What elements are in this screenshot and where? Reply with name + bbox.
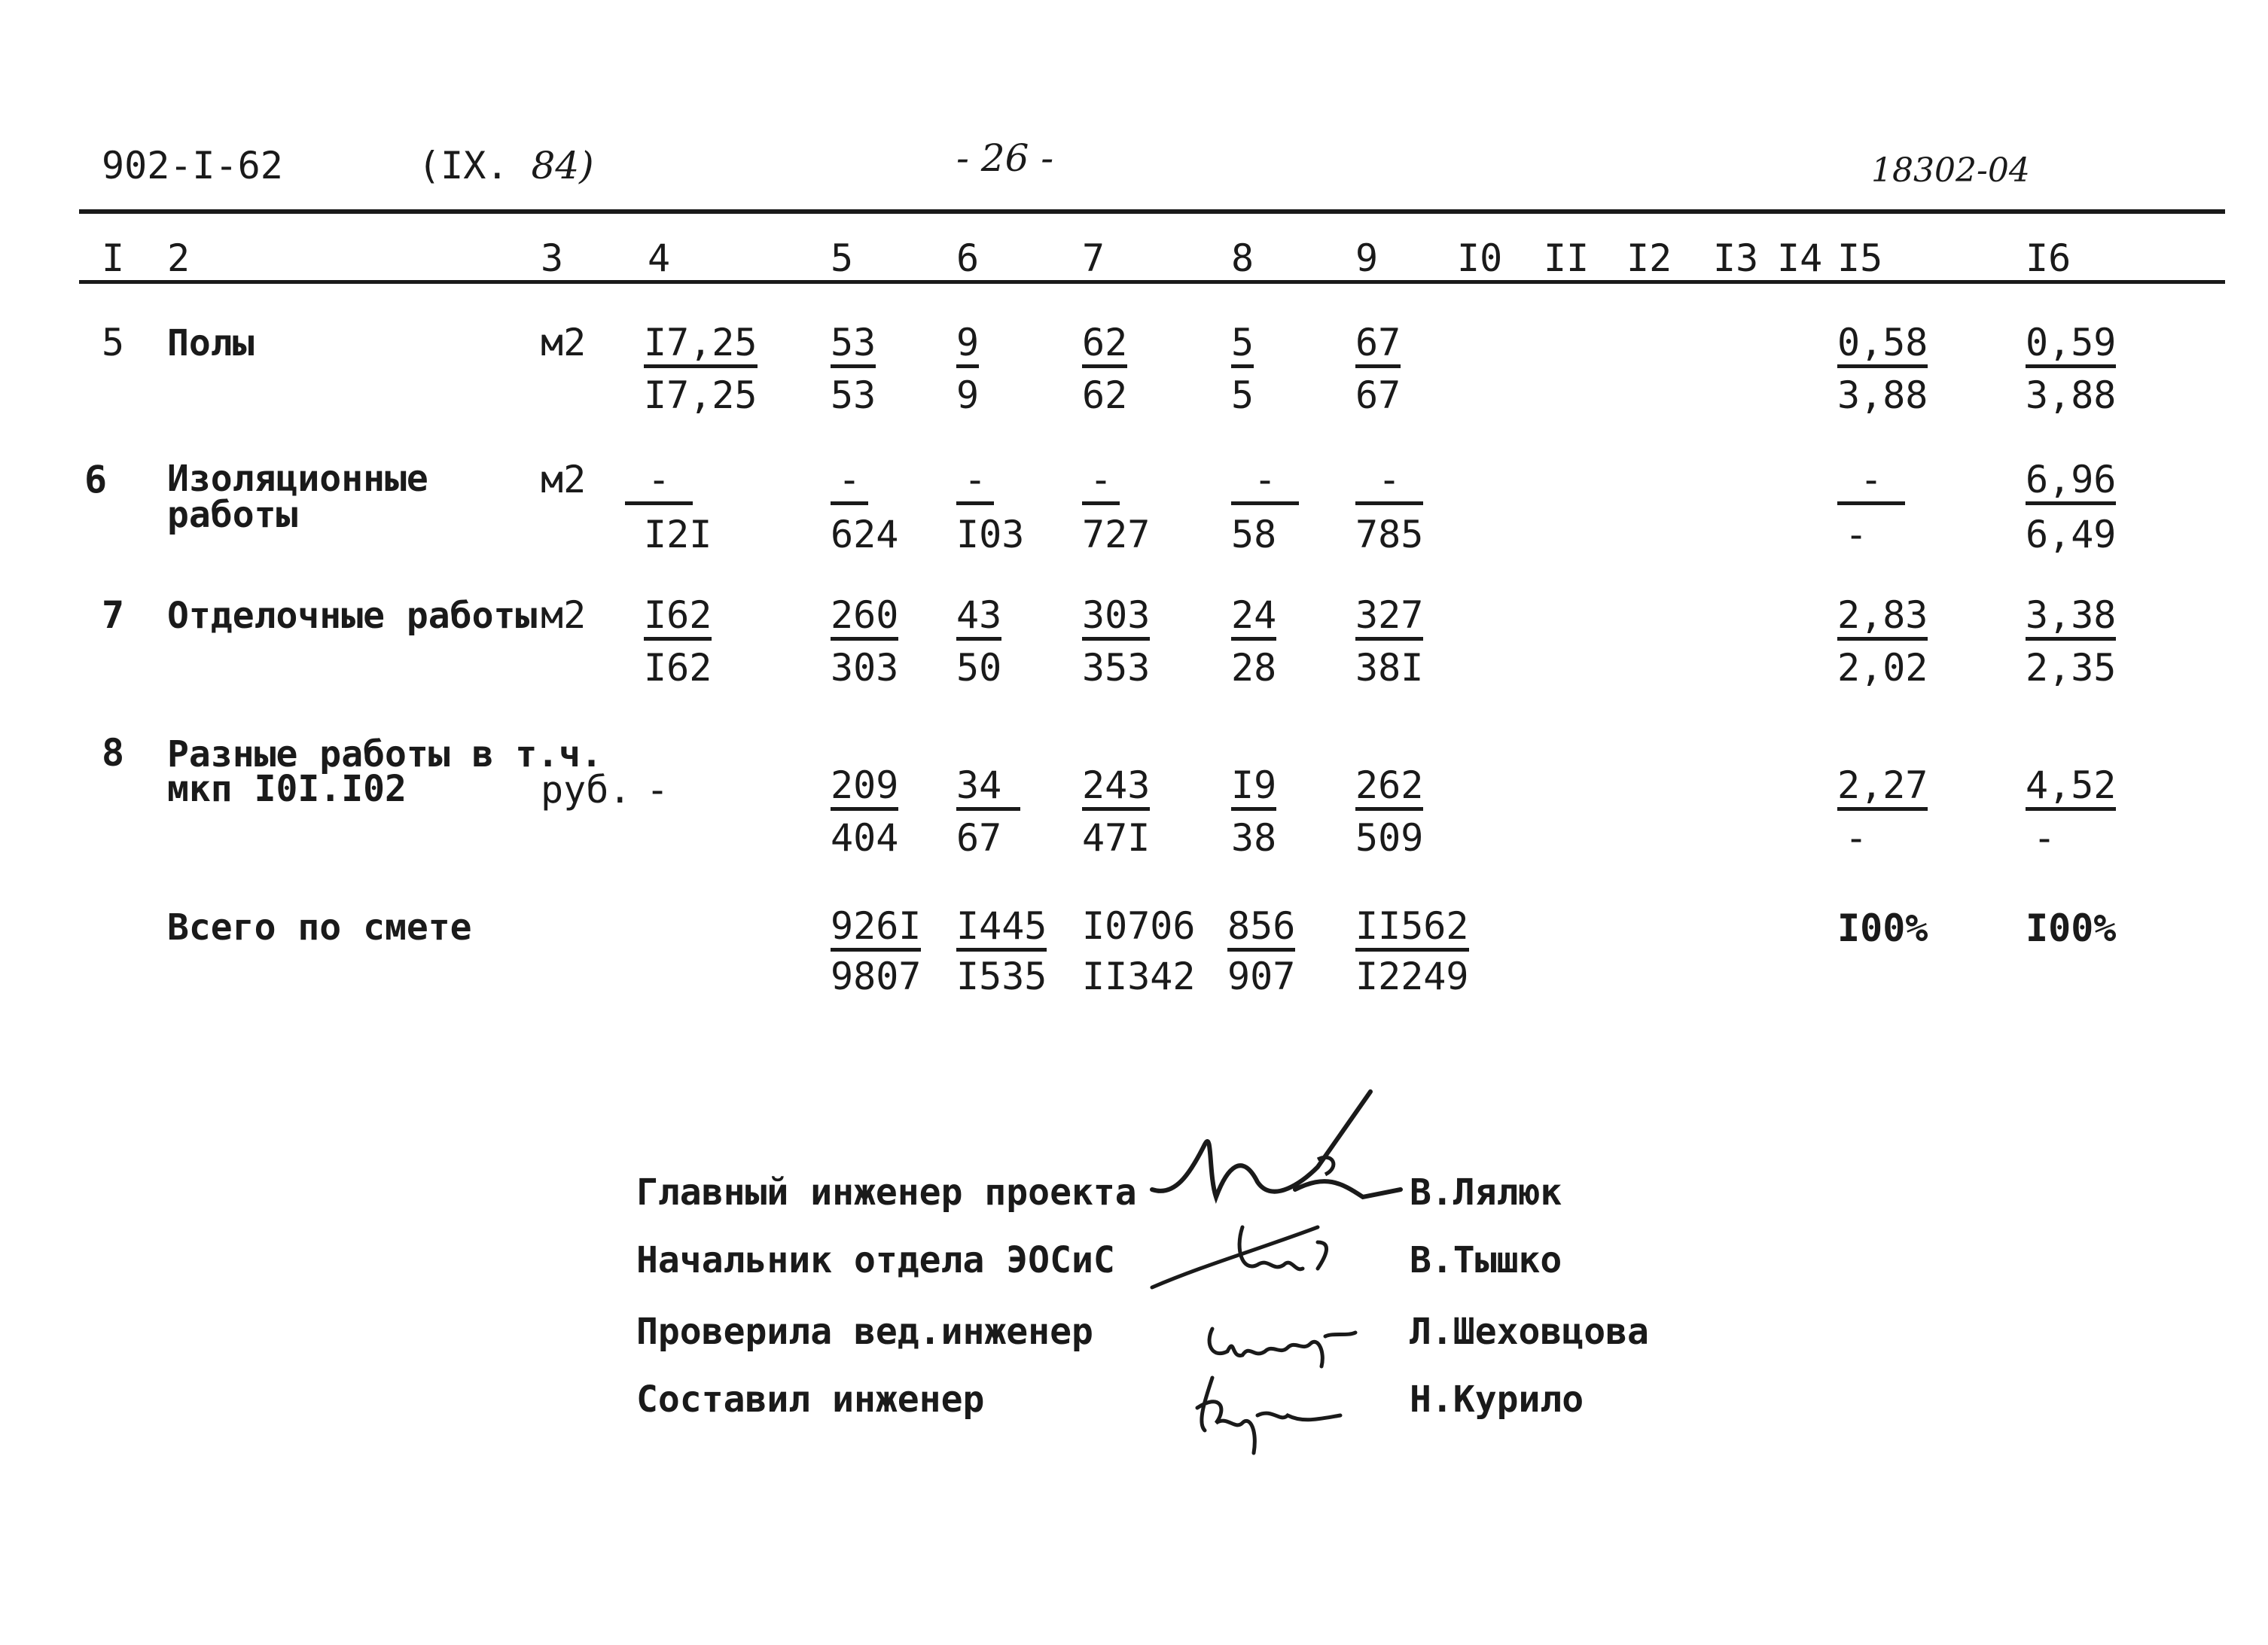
- total-c9-low: I2249: [1355, 955, 1469, 998]
- sig-name-department-head: В.Тышко: [1410, 1239, 1562, 1281]
- cell-c7: -: [1082, 461, 1120, 505]
- col-7: 7: [1082, 236, 1105, 280]
- total-c7-low: II342: [1082, 955, 1196, 998]
- total-c8: 856: [1227, 907, 1295, 952]
- cell-c4-low: I2I: [644, 513, 712, 556]
- cell-c7: 62: [1082, 324, 1127, 368]
- cell-c6-low: I03: [956, 513, 1025, 556]
- cell-c7-low: 47I: [1082, 816, 1151, 860]
- cell-c9-low: 509: [1355, 816, 1424, 860]
- cell-c9: 67: [1355, 324, 1401, 368]
- edition-year: 84): [531, 144, 594, 187]
- col-9: 9: [1355, 236, 1379, 280]
- cell-c16: 4,52: [2026, 766, 2116, 811]
- sig-name-compiler: Н.Курило: [1410, 1378, 1584, 1421]
- cell-c7: 303: [1082, 596, 1150, 641]
- cell-c7-low: 62: [1082, 373, 1128, 417]
- cell-c5-low: 53: [831, 373, 876, 417]
- cell-c9: -: [1355, 461, 1423, 505]
- total-c5: 926I: [831, 907, 921, 952]
- cell-c9-low: 38I: [1355, 646, 1424, 690]
- cell-c8-low: 5: [1231, 373, 1254, 417]
- cell-c15: 0,58: [1837, 324, 1928, 368]
- col-13: I3: [1713, 236, 1759, 280]
- col-6: 6: [956, 236, 980, 280]
- cell-c4: -: [625, 461, 693, 505]
- row-unit: м2: [541, 593, 587, 637]
- cell-c15-low: -: [1845, 513, 1868, 556]
- cell-c6: 43: [956, 596, 1001, 641]
- edition: [418, 144, 594, 187]
- cell-c15: 2,83: [1837, 596, 1928, 641]
- col-1: I: [102, 236, 125, 280]
- inventory-number: 18302-04: [1871, 151, 2030, 190]
- edition-prefix: (IX.: [418, 144, 509, 187]
- total-label: Всего по смете: [167, 906, 472, 949]
- cell-c4: I7,25: [644, 324, 758, 368]
- top-rule: [79, 209, 2225, 214]
- cell-c9: 262: [1355, 766, 1423, 811]
- header-rule: [79, 280, 2225, 284]
- page-number: - 26 -: [956, 136, 1054, 180]
- cell-c5: 260: [831, 596, 898, 641]
- col-14: I4: [1777, 236, 1823, 280]
- cell-c6-low: 50: [956, 646, 1002, 690]
- signature-chief-engineer-mark: [1145, 1077, 1416, 1235]
- row-unit: руб.: [541, 768, 632, 812]
- col-4: 4: [648, 236, 671, 280]
- cell-c4: -: [646, 768, 669, 812]
- cell-c16-low: -: [2033, 816, 2056, 860]
- cell-c8-low: 58: [1231, 513, 1277, 556]
- cell-c5: 209: [831, 766, 898, 811]
- total-c6-low: I535: [956, 955, 1047, 998]
- cell-c16: 6,96: [2026, 461, 2116, 505]
- row-name: Отделочные работы: [167, 595, 538, 637]
- cell-c8: 24: [1231, 596, 1276, 641]
- total-c5-low: 9807: [831, 955, 922, 998]
- cell-c9-low: 67: [1355, 373, 1401, 417]
- total-c15: I00%: [1837, 906, 1928, 950]
- cell-c7-low: 353: [1082, 646, 1151, 690]
- sig-role-compiler: Составил инженер: [636, 1378, 985, 1421]
- col-16: I6: [2026, 236, 2071, 280]
- cell-c7-low: 727: [1082, 513, 1151, 556]
- cell-c16-low: 3,88: [2026, 373, 2117, 417]
- sig-role-department-head: Начальник отдела ЭОСиС: [636, 1239, 1115, 1281]
- cell-c15-low: 2,02: [1837, 646, 1928, 690]
- row-number: 6: [84, 458, 108, 501]
- cell-c15-low: 3,88: [1837, 373, 1928, 417]
- col-10: I0: [1457, 236, 1503, 280]
- cell-c8: I9: [1231, 766, 1276, 811]
- col-8: 8: [1231, 236, 1254, 280]
- row-name-line1: Разные работы в т.ч.: [167, 733, 602, 775]
- total-c6: I445: [956, 907, 1047, 952]
- cell-c16: 3,38: [2026, 596, 2116, 641]
- cell-c6-low: 67: [956, 816, 1002, 860]
- cell-c7: 243: [1082, 766, 1150, 811]
- cell-c5: 53: [831, 324, 876, 368]
- cell-c16: 0,59: [2026, 324, 2116, 368]
- row-name-line2: работы: [167, 494, 298, 536]
- col-3: 3: [541, 236, 564, 280]
- cell-c16-low: 6,49: [2026, 513, 2117, 556]
- cell-c15: 2,27: [1837, 766, 1928, 811]
- cell-c8: 5: [1231, 324, 1254, 368]
- cell-c9-low: 785: [1355, 513, 1424, 556]
- row-number: 8: [102, 731, 125, 775]
- cell-c6: 9: [956, 324, 979, 368]
- row-name-line2: мкп I0I.I02: [167, 768, 407, 810]
- cell-c4-low: I7,25: [644, 373, 758, 417]
- row-unit: м2: [541, 458, 587, 501]
- signature-compiler-mark: [1182, 1363, 1355, 1468]
- sig-name-chief-engineer: В.Лялюк: [1410, 1171, 1562, 1214]
- col-11: II: [1544, 236, 1590, 280]
- total-c7: I0706: [1082, 904, 1196, 948]
- cell-c9: 327: [1355, 596, 1423, 641]
- row-number: 7: [102, 593, 125, 637]
- col-15: I5: [1837, 236, 1883, 280]
- cell-c8-low: 28: [1231, 646, 1277, 690]
- signature-department-head-mark: [1145, 1212, 1370, 1302]
- cell-c6: 34: [956, 766, 1020, 811]
- row-name-line1: Изоляционные: [167, 458, 428, 500]
- col-5: 5: [831, 236, 854, 280]
- cell-c5-low: 404: [831, 816, 899, 860]
- cell-c5-low: 303: [831, 646, 899, 690]
- total-c16: I00%: [2026, 906, 2117, 950]
- total-c9: II562: [1355, 907, 1469, 952]
- total-c8-low: 907: [1227, 955, 1296, 998]
- cell-c16-low: 2,35: [2026, 646, 2117, 690]
- cell-c8: -: [1231, 461, 1299, 505]
- sig-role-chief-engineer: Главный инженер проекта: [636, 1171, 1137, 1214]
- cell-c6-low: 9: [956, 373, 980, 417]
- sig-name-checker: Л.Шеховцова: [1410, 1311, 1649, 1353]
- doc-code: 902-I-62: [102, 144, 283, 187]
- row-number: 5: [102, 321, 125, 364]
- cell-c4-low: I62: [644, 646, 712, 690]
- col-12: I2: [1626, 236, 1672, 280]
- cell-c8-low: 38: [1231, 816, 1277, 860]
- cell-c5: -: [831, 461, 868, 505]
- cell-c5-low: 624: [831, 513, 899, 556]
- cell-c15: -: [1837, 461, 1905, 505]
- row-name: Полы: [167, 322, 255, 364]
- col-2: 2: [167, 236, 191, 280]
- cell-c6: -: [956, 461, 994, 505]
- cell-c15-low: -: [1845, 816, 1868, 860]
- row-unit: м2: [541, 321, 587, 364]
- cell-c4: I62: [644, 596, 712, 641]
- sig-role-checker: Проверила вед.инженер: [636, 1311, 1093, 1353]
